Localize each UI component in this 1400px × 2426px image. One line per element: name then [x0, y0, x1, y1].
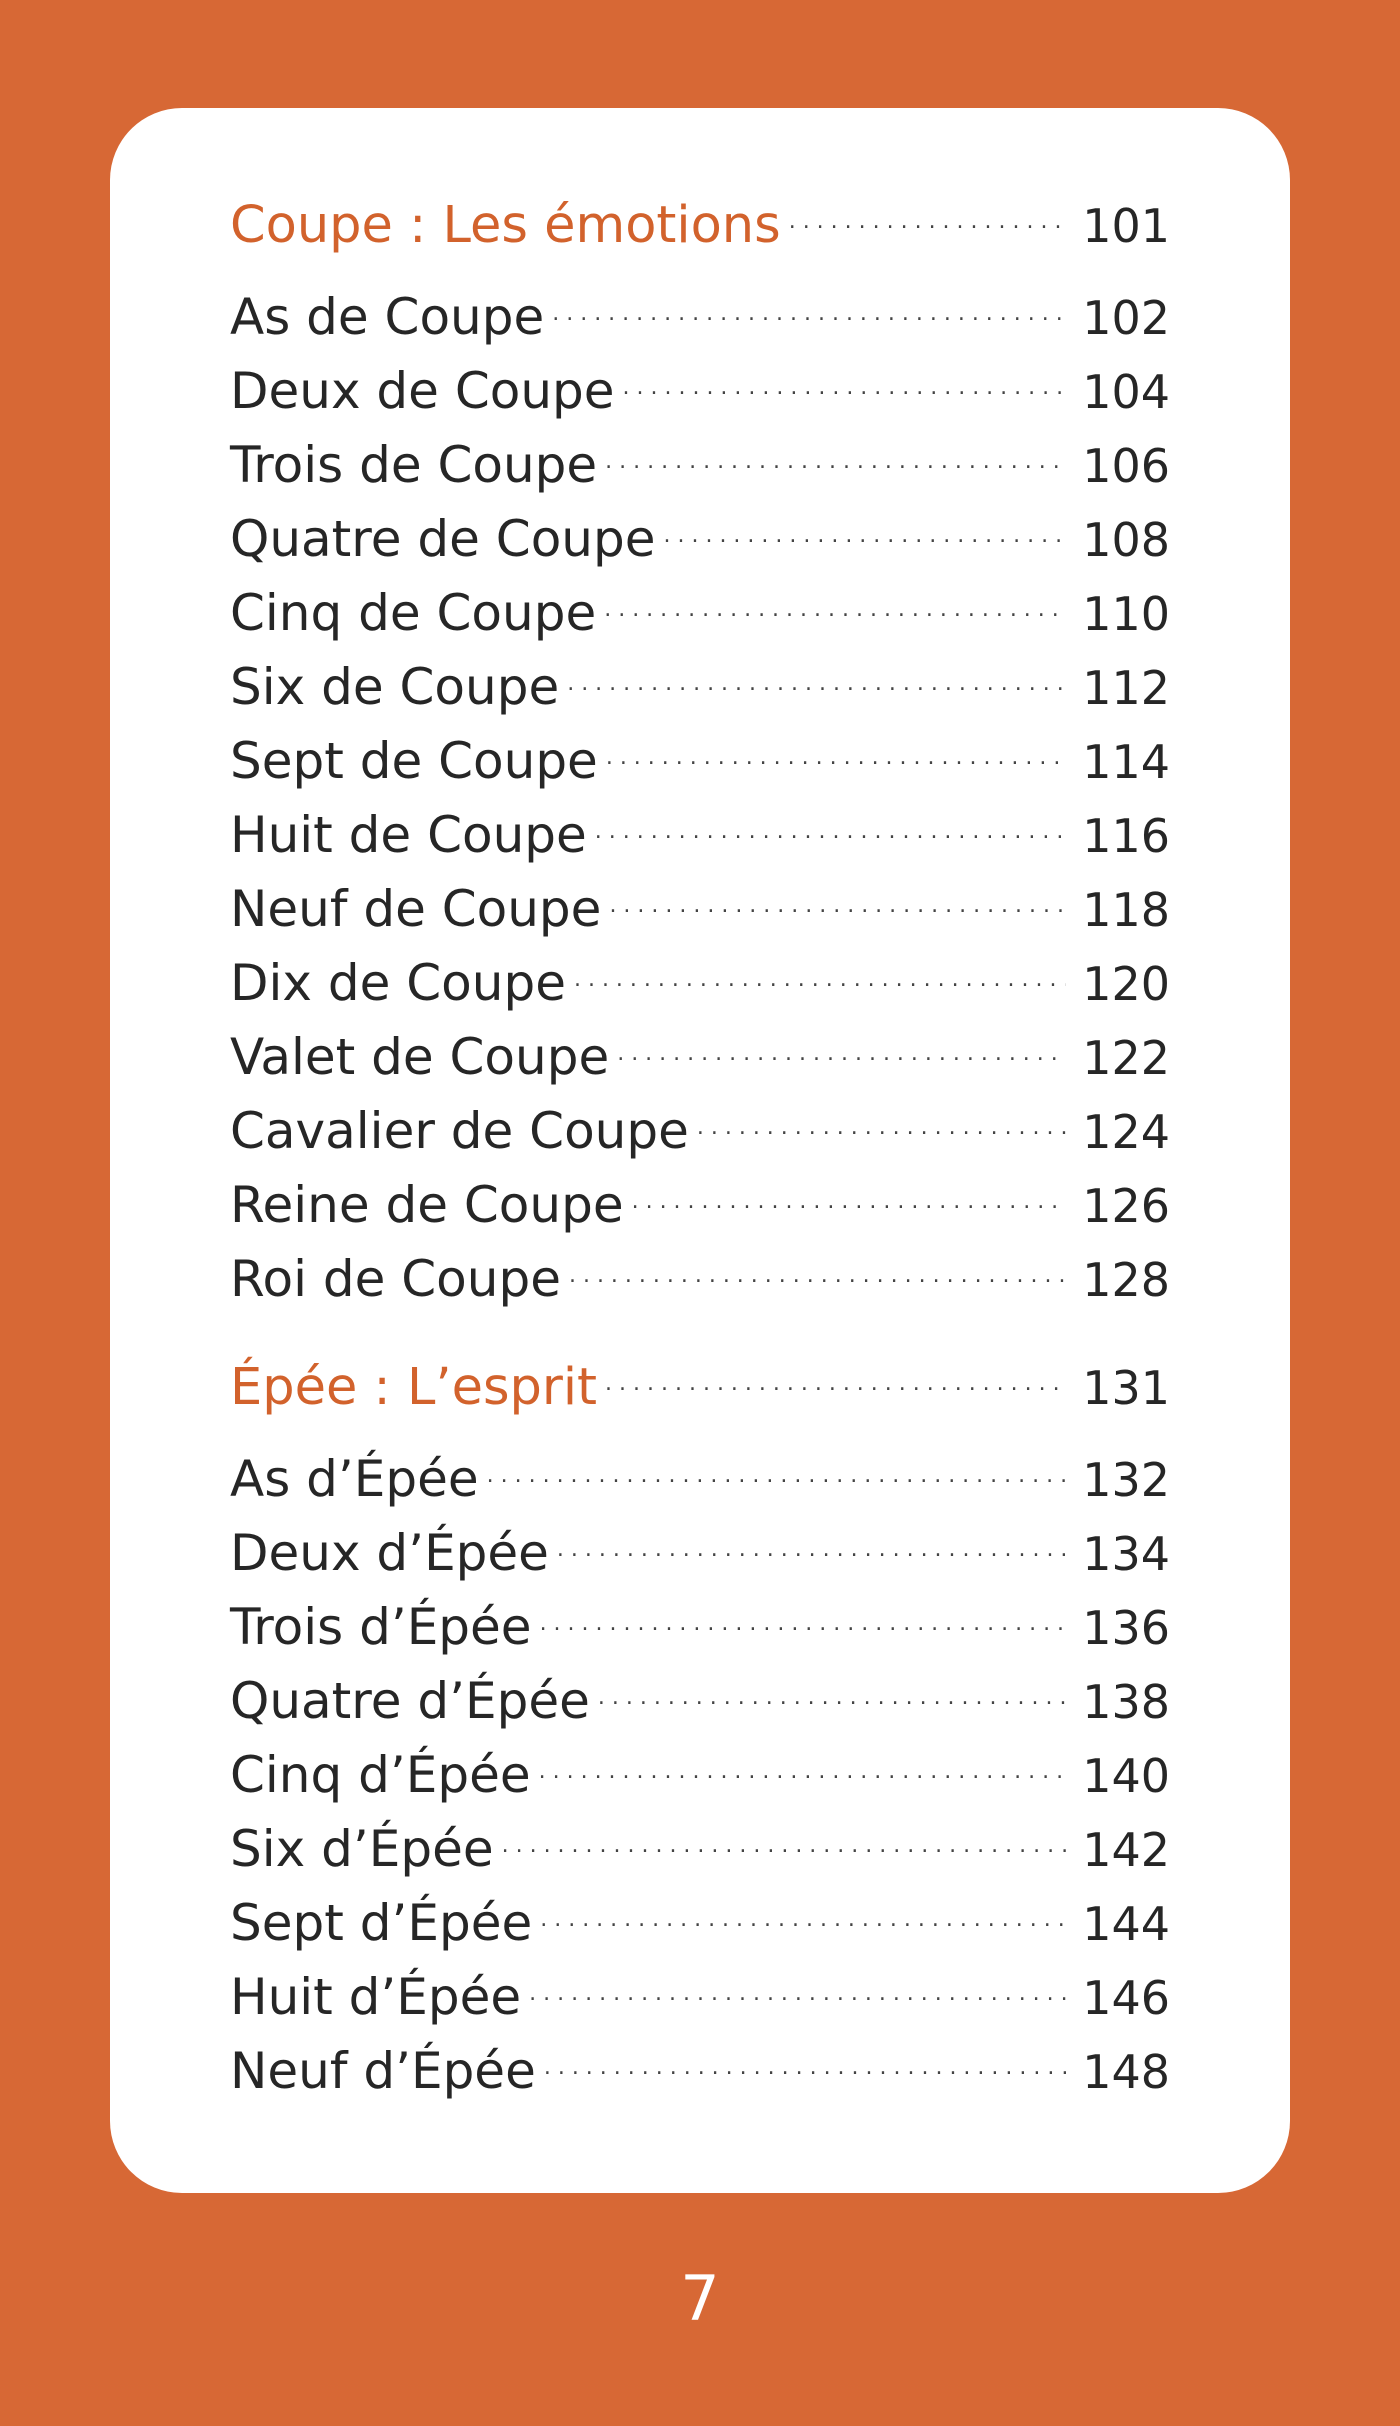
section-title: Coupe : Les émotions: [230, 196, 781, 255]
dot-leader: [574, 926, 1066, 1000]
entry-label: Roi de Coupe: [230, 1250, 561, 1308]
dot-leader: [487, 1422, 1066, 1496]
entry-label: Sept de Coupe: [230, 732, 598, 790]
dot-leader: [529, 1940, 1066, 2014]
entry-page: 140: [1082, 1749, 1170, 1803]
dot-leader: [540, 1866, 1066, 1940]
entry-page: 128: [1082, 1253, 1170, 1307]
entry-page: 136: [1082, 1601, 1170, 1655]
dot-leader: [569, 1222, 1066, 1296]
dot-leader: [595, 778, 1066, 852]
entry-label: Trois d’Épée: [230, 1598, 532, 1656]
dot-leader: [539, 1718, 1066, 1792]
entry-label: Trois de Coupe: [230, 436, 598, 494]
dot-leader: [609, 852, 1066, 926]
entry-page: 104: [1082, 365, 1170, 419]
entry-label: Dix de Coupe: [230, 954, 566, 1012]
entry-label: Neuf d’Épée: [230, 2042, 536, 2100]
section-heading[interactable]: [230, 1330, 1170, 1417]
section-title: Épée : L’esprit: [230, 1358, 598, 1417]
entry-page: 144: [1082, 1897, 1170, 1951]
entry-page: 120: [1082, 957, 1170, 1011]
entry-page: 110: [1082, 587, 1170, 641]
entry-label: Neuf de Coupe: [230, 880, 602, 938]
dot-leader: [604, 556, 1066, 630]
dot-leader: [789, 168, 1066, 242]
entry-label: Quatre d’Épée: [230, 1672, 590, 1730]
dot-leader: [552, 260, 1066, 334]
entry-label: Cavalier de Coupe: [230, 1102, 689, 1160]
dot-leader: [605, 1330, 1066, 1404]
section-heading[interactable]: [230, 168, 1170, 255]
entry-label: Six d’Épée: [230, 1820, 494, 1878]
entry-page: 102: [1082, 291, 1170, 345]
dot-leader: [606, 704, 1066, 778]
dot-leader: [544, 2014, 1066, 2088]
entry-label: Huit de Coupe: [230, 806, 587, 864]
toc-card: [110, 108, 1290, 2193]
section-page: 101: [1082, 199, 1170, 253]
toc-section-epee: [230, 1330, 1170, 2100]
page-number: 7: [680, 2262, 720, 2335]
entry-label: Deux d’Épée: [230, 1524, 549, 1582]
entry-page: 108: [1082, 513, 1170, 567]
dot-leader: [557, 1496, 1066, 1570]
entry-page: 126: [1082, 1179, 1170, 1233]
dot-leader: [632, 1148, 1066, 1222]
entry-label: Quatre de Coupe: [230, 510, 656, 568]
toc-entry[interactable]: [230, 260, 1170, 346]
toc-entry[interactable]: [230, 1422, 1170, 1508]
dot-leader: [567, 630, 1066, 704]
entry-page: 114: [1082, 735, 1170, 789]
entry-label: Huit d’Épée: [230, 1968, 522, 2026]
entry-page: 132: [1082, 1453, 1170, 1507]
entry-page: 134: [1082, 1527, 1170, 1581]
dot-leader: [623, 334, 1066, 408]
entry-page: 124: [1082, 1105, 1170, 1159]
entry-page: 146: [1082, 1971, 1170, 2025]
entry-page: 148: [1082, 2045, 1170, 2099]
entry-page: 142: [1082, 1823, 1170, 1877]
dot-leader: [540, 1570, 1066, 1644]
entry-label: Sept d’Épée: [230, 1894, 533, 1952]
entry-page: 106: [1082, 439, 1170, 493]
dot-leader: [605, 408, 1066, 482]
dot-leader: [598, 1644, 1066, 1718]
entry-label: Cinq de Coupe: [230, 584, 597, 642]
entry-page: 118: [1082, 883, 1170, 937]
entry-label: As de Coupe: [230, 288, 545, 346]
dot-leader: [664, 482, 1067, 556]
dot-leader: [697, 1074, 1066, 1148]
entry-label: Cinq d’Épée: [230, 1746, 531, 1804]
entry-label: Reine de Coupe: [230, 1176, 624, 1234]
entry-page: 112: [1082, 661, 1170, 715]
entry-label: Six de Coupe: [230, 658, 560, 716]
entry-label: Deux de Coupe: [230, 362, 615, 420]
entry-label: Valet de Coupe: [230, 1028, 610, 1086]
entry-label: As d’Épée: [230, 1450, 479, 1508]
entry-page: 122: [1082, 1031, 1170, 1085]
toc-section-coupe: [230, 168, 1170, 1308]
entry-page: 138: [1082, 1675, 1170, 1729]
section-page: 131: [1082, 1361, 1170, 1415]
dot-leader: [617, 1000, 1066, 1074]
entry-page: 116: [1082, 809, 1170, 863]
dot-leader: [502, 1792, 1066, 1866]
